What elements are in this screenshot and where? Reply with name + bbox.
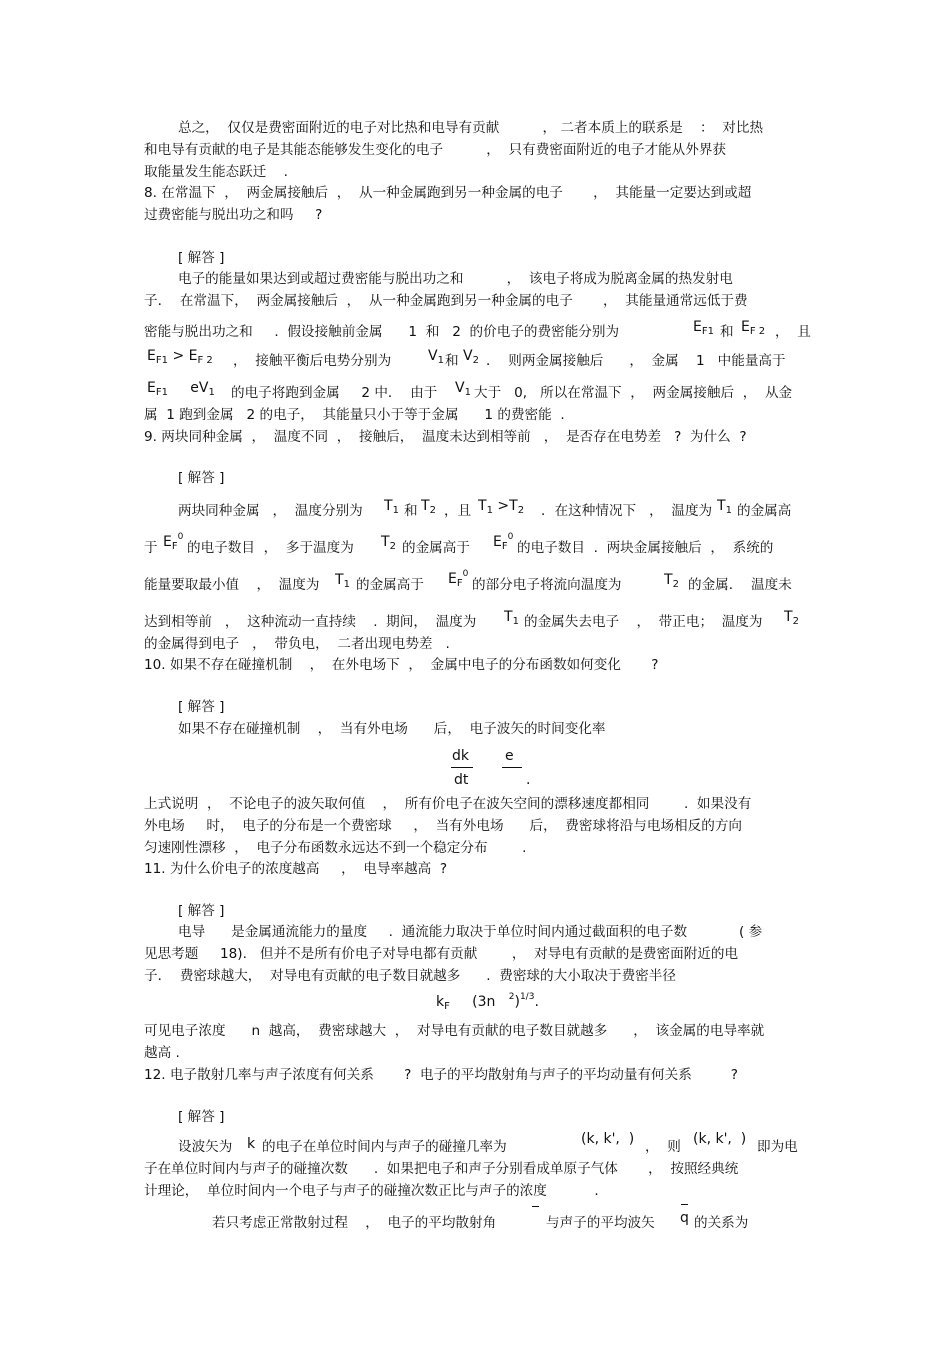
text-line: 可见电子浓度 n 越高， 费密球越大 ， 对导电有贡献的电子数目就越多 ， 该金属的电导率就 — [144, 1023, 765, 1039]
text-line: 子． 在常温下， 两金属接触后 ， 从一种金属跑到另一种金属的电子 ， 其能量通常远低于费 — [144, 293, 748, 309]
text-line: 的金属． 温度未 — [688, 577, 792, 593]
text-line: 的金属失去电子 ， 带正电； 温度为 — [524, 614, 763, 630]
math-v2: $V_2$ — [463, 348, 479, 366]
text-line: 的金属高 — [737, 503, 792, 519]
text-line: 外电场 时， 电子的分布是一个费密球 ， 当有外电场 后， 费密球将沿与电场相反的方向 — [144, 818, 743, 834]
math-t1: $T_1$ — [384, 498, 399, 516]
question-11: 11. 为什么价电子的浓度越高 ， 电导率越高 ? — [144, 861, 448, 877]
math-ef1: $E_{F1}$ — [693, 319, 714, 337]
question-8: 8. 在常温下 ， 两金属接触后 ， 从一种金属跑到另一种金属的电子 ， 其能量一定要达到或超 — [144, 185, 752, 201]
text-line: 即为电 — [757, 1139, 798, 1155]
answer-heading: [ 解答 ] — [178, 903, 225, 919]
text-line: 和 — [404, 503, 418, 519]
fraction-numerator: dk — [452, 748, 469, 764]
math-q: q — [680, 1210, 689, 1226]
text-line: 达到相等前 ， 这种流动一直持续 . 期间， 温度为 — [144, 614, 477, 630]
text-line: 的电子数目 ， 多于温度为 — [187, 540, 354, 556]
text-line: 密能与脱出功之和 . 假设接触前金属 1 和 2 的价电子的费密能分别为 — [144, 324, 620, 340]
overbar — [681, 1204, 688, 1205]
math-v1: $V_1$ — [428, 348, 444, 366]
fraction-bar — [451, 767, 473, 768]
math-t2: $T_2$ — [664, 572, 679, 590]
math-ef0: $E_F^0$ — [448, 569, 469, 589]
text-line: 的电子在单位时间内与声子的碰撞几率为 — [262, 1139, 507, 1155]
answer-heading: [ 解答 ] — [178, 699, 225, 715]
math-t2: $T_2$ — [381, 534, 396, 552]
text-line: 的金属得到电子 ， 带负电， 二者出现电势差 . — [144, 636, 450, 652]
math-t2: $T_2$ — [784, 609, 799, 627]
math-ef1-ev1: $E_{F1}$ $eV_1$ — [147, 380, 215, 398]
math-ef0: $E_F^0$ — [163, 532, 184, 552]
text-line: 的金属高于 — [402, 540, 470, 556]
text-line: 的金属高于 — [356, 577, 424, 593]
math-kk: (k, k', ) — [693, 1131, 747, 1147]
text-line: 和 — [445, 353, 459, 369]
text-line: 与声子的平均波矢 — [546, 1215, 655, 1231]
text-line: 取能量发生能态跃迁 . — [144, 164, 288, 180]
fraction-bar — [502, 767, 522, 768]
text-line: 的部分电子将流向温度为 — [472, 577, 622, 593]
math-ef2: $E_{F 2}$ — [741, 319, 766, 337]
text-line: 计理论， 单位时间内一个电子与声子的碰撞次数正比与声子的浓度 . — [144, 1183, 599, 1199]
text-line: 电导 是金属通流能力的量度 . 通流能力取决于单位时间内通过截面积的电子数 ( 参 — [178, 924, 763, 940]
math-kk: (k, k', ) — [581, 1131, 635, 1147]
math-t2: $T_2$ — [421, 498, 436, 516]
text-line: 于 — [144, 540, 158, 556]
math-ef1-gt-ef2: $E_{F1} > E_{F 2}$ — [147, 348, 213, 366]
math-t1: $T_1$ — [717, 498, 732, 516]
text-line: ， 接触平衡后电势分别为 — [233, 353, 392, 369]
text-line: 的电子将跑到金属 2 中． 由于 — [231, 385, 438, 401]
text-line: 子在单位时间内与声子的碰撞次数 . 如果把电子和声子分别看成单原子气体 ， 按照经典统 — [144, 1161, 739, 1177]
text-line: 设波矢为 — [178, 1139, 233, 1155]
text-line: 两块同种金属 ， 温度分别为 — [178, 503, 363, 519]
fraction-denominator: dt — [454, 772, 469, 788]
equation-kf: $k_F$ (3n $^2$)$^{1/3}$. — [436, 992, 539, 1012]
text-line: 上式说明 ， 不论电子的波矢取何值 ， 所有价电子在波矢空间的漂移速度都相同 . 如果没有 — [144, 796, 752, 812]
text-line: 越高 . — [144, 1045, 180, 1061]
text-line: 能量要取最小值 ， 温度为 — [144, 577, 320, 593]
text-line: 大于 0, 所以在常温下 ， 两金属接触后 ， 从金 — [474, 385, 793, 401]
text-line: ， 则 — [645, 1139, 681, 1155]
text-line: ． 则两金属接触后 ， 金属 1 中能量高于 — [486, 353, 786, 369]
text-line: 如果不存在碰撞机制 ， 当有外电场 后， 电子波矢的时间变化率 — [178, 721, 606, 737]
text-line: 的关系为 — [694, 1215, 749, 1231]
answer-heading: [ 解答 ] — [178, 250, 225, 266]
equation-rhs: e — [505, 748, 514, 764]
question-12: 12. 电子散射几率与声子浓度有何关系 ? 电子的平均散射角与声子的平均动量有何关系 ? — [144, 1067, 738, 1083]
math-k: k — [247, 1136, 256, 1152]
text-line: 子． 费密球越大， 对导电有贡献的电子数目就越多 . 费密球的大小取决于费密半径 — [144, 968, 676, 984]
text-line: 总之， 仅仅是费密面附近的电子对比热和电导有贡献 ， 二者本质上的联系是 ： 对比热 — [178, 120, 764, 136]
text-line: 属 1 跑到金属 2 的电子， 其能量只小于等于金属 1 的费密能 . — [144, 407, 565, 423]
text-line: 见思考题 18). 但并不是所有价电子对导电都有贡献 ， 对导电有贡献的是费密面附近的电 — [144, 946, 739, 962]
overbar — [532, 1206, 539, 1207]
answer-heading: [ 解答 ] — [178, 470, 225, 486]
text-line: 和 — [720, 324, 734, 340]
math-ef0: $E_F^0$ — [493, 532, 514, 552]
text-line: 匀速刚性漂移 ， 电子分布函数永远达不到一个稳定分布 . — [144, 840, 527, 856]
math-t1-gt-t2: $T_1 >T_2$ — [478, 498, 525, 516]
question-9: 9. 两块同种金属 ， 温度不同 ， 接触后， 温度未达到相等前 ， 是否存在电势差 ? 为什么 ? — [144, 429, 747, 445]
text-line: 的电子数目 . 两块金属接触后 ， 系统的 — [517, 540, 774, 556]
text-line: ，且 — [444, 503, 472, 519]
text-line: 若只考虑正常散射过程 ， 电子的平均散射角 — [212, 1215, 497, 1231]
question-10: 10. 如果不存在碰撞机制 ， 在外电场下 ， 金属中电子的分布函数如何变化 ? — [144, 657, 659, 673]
answer-heading: [ 解答 ] — [178, 1109, 225, 1125]
text-line: ， 且 — [775, 324, 811, 340]
math-t1: $T_1$ — [335, 572, 350, 590]
equation-period: . — [526, 772, 531, 788]
math-v1: $V_1$ — [455, 380, 471, 398]
text-line: 电子的能量如果达到或超过费密能与脱出功之和 ， 该电子将成为脱离金属的热发射电 — [178, 271, 733, 287]
text-line: ．在这种情况下 ， 温度为 — [541, 503, 713, 519]
text-line: 过费密能与脱出功之和吗 ? — [144, 207, 323, 223]
math-t1: $T_1$ — [504, 609, 519, 627]
text-line: 和电导有贡献的电子是其能态能够发生变化的电子 ， 只有费密面附近的电子才能从外界获 — [144, 142, 727, 158]
